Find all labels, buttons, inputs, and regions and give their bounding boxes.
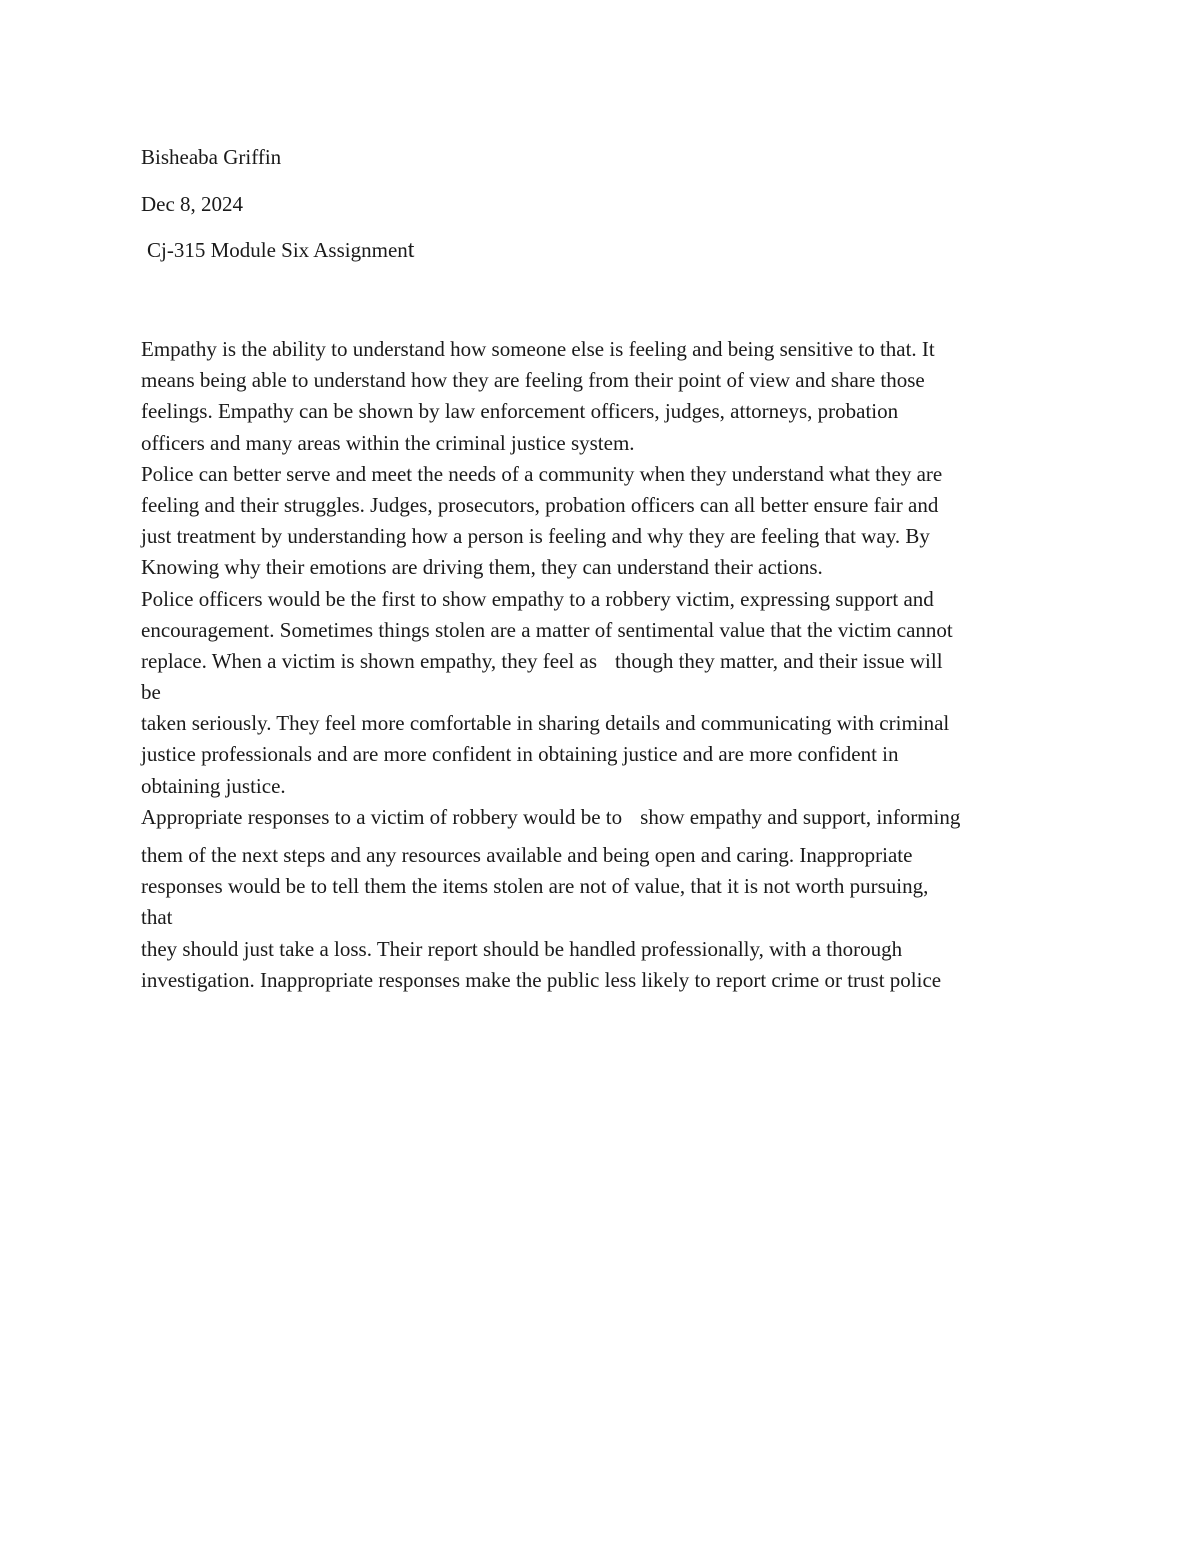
text-line: Police can better serve and meet the needs of a community when they understand what they are — [141, 461, 943, 486]
text-line: be — [141, 680, 161, 705]
text-line: investigation. Inappropriate responses make the public less likely to report crime or trust police — [141, 967, 942, 992]
text-line: justice professionals and are more confident in obtaining justice and are more confident in — [141, 742, 899, 767]
text-line: Empathy is the ability to understand how someone else is feeling and being sensitive to that. It — [141, 337, 935, 361]
text-line: obtaining justice. — [141, 773, 286, 798]
author-name: Bisheaba Griffin — [141, 145, 282, 169]
text-segment: though they matter, and their issue will — [615, 648, 943, 673]
text-line: officers and many areas within the criminal justice system. — [141, 430, 635, 455]
text-line — [141, 646, 1081, 677]
text-line — [141, 802, 1081, 833]
text-line: that — [141, 905, 173, 930]
text-segment: Appropriate responses to a victim of robbery would be to — [141, 804, 623, 829]
text-line: Police officers would be the first to show empathy to a robbery victim, expressing support and — [141, 586, 934, 611]
text-line: encouragement. Sometimes things stolen are a matter of sentimental value that the victim cannot — [141, 617, 953, 642]
document-date: Dec 8, 2024 — [141, 192, 244, 216]
text-line: them of the next steps and any resources available and being open and caring. Inappropriate — [141, 843, 913, 867]
text-segment: show empathy and support, informing — [640, 804, 961, 829]
text-line: taken seriously. They feel more comfortable in sharing details and communicating with criminal — [141, 711, 950, 736]
course-title — [147, 238, 414, 262]
text-segment: replace. When a victim is shown empathy, they feel as — [141, 648, 598, 673]
text-line: feelings. Empathy can be shown by law enforcement officers, judges, attorneys, probation — [141, 399, 899, 424]
text-line: responses would be to tell them the items stolen are not of value, that it is not worth pursuing, — [141, 874, 929, 899]
text-line: just treatment by understanding how a person is feeling and why they are feeling that way. By — [141, 524, 930, 549]
course-title-main: Cj-315 Module Six Assignmen — [147, 238, 408, 262]
text-line: means being able to understand how they are feeling from their point of view and share those — [141, 368, 925, 393]
essay-body — [141, 334, 1081, 996]
course-title-tail: t — [407, 237, 415, 263]
text-line: Knowing why their emotions are driving them, they can understand their actions. — [141, 555, 823, 580]
text-line: feeling and their struggles. Judges, prosecutors, probation officers can all better ensure fair and — [141, 492, 939, 517]
text-line: they should just take a loss. Their report should be handled professionally, with a thorough — [141, 936, 903, 961]
